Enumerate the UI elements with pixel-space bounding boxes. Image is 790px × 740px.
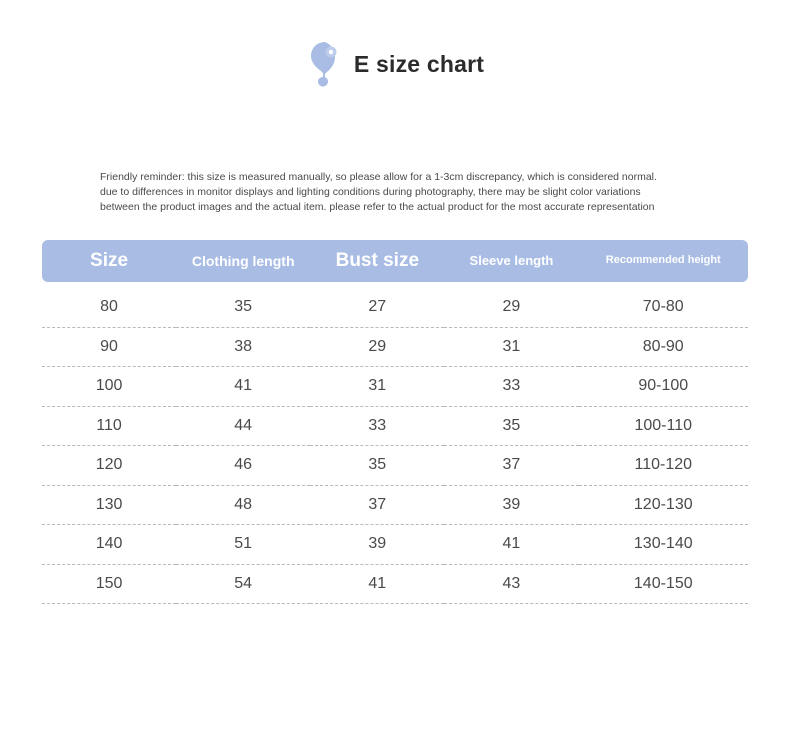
table-row [42,446,748,486]
table-row [42,564,748,604]
cell-clothing-length: 51 [176,525,310,565]
cell-height: 90-100 [579,367,749,407]
cell-clothing-length: 44 [176,406,310,446]
table-row [42,485,748,525]
cell-sleeve: 41 [444,525,578,565]
cell-bust: 35 [310,446,444,486]
size-table-container [42,240,748,604]
column-header-bust-size: Bust size [310,240,444,282]
cell-bust: 31 [310,367,444,407]
cell-size: 90 [42,327,176,367]
size-chart-page [0,40,790,740]
cell-bust: 29 [310,327,444,367]
column-header-clothing-length: Clothing length [176,240,310,282]
reminder-line-3: between the product images and the actual item. please refer to the actual product for the most accurate representation [100,201,655,213]
cell-clothing-length: 38 [176,327,310,367]
friendly-reminder-note [100,170,700,215]
cell-clothing-length: 35 [176,282,310,327]
cell-size: 130 [42,485,176,525]
table-row [42,327,748,367]
cell-sleeve: 39 [444,485,578,525]
cell-bust: 41 [310,564,444,604]
cell-bust: 27 [310,282,444,327]
cell-size: 140 [42,525,176,565]
column-header-recommended-height: Recommended height [579,240,749,282]
cell-clothing-length: 54 [176,564,310,604]
cell-height: 100-110 [579,406,749,446]
column-header-size: Size [42,240,176,282]
table-row [42,282,748,327]
cell-clothing-length: 46 [176,446,310,486]
cell-size: 80 [42,282,176,327]
cell-height: 110-120 [579,446,749,486]
column-header-sleeve-length: Sleeve length [444,240,578,282]
cell-bust: 39 [310,525,444,565]
cell-size: 110 [42,406,176,446]
cell-height: 70-80 [579,282,749,327]
cell-height: 140-150 [579,564,749,604]
table-row [42,367,748,407]
cell-sleeve: 33 [444,367,578,407]
cell-sleeve: 43 [444,564,578,604]
size-table-header [42,240,748,282]
cell-bust: 33 [310,406,444,446]
cell-clothing-length: 41 [176,367,310,407]
cell-bust: 37 [310,485,444,525]
page-title [0,40,790,88]
size-table-body [42,282,748,604]
cell-sleeve: 29 [444,282,578,327]
cell-height: 130-140 [579,525,749,565]
cell-height: 80-90 [579,327,749,367]
cell-size: 120 [42,446,176,486]
cell-sleeve: 31 [444,327,578,367]
table-row [42,525,748,565]
reminder-line-1: Friendly reminder: this size is measured manually, so please allow for a 1-3cm discrepancy, which is considered normal. [100,171,657,183]
balloon-logo-icon [306,40,344,88]
cell-height: 120-130 [579,485,749,525]
table-header-row [42,240,748,282]
size-table [42,240,748,604]
reminder-line-2: due to differences in monitor displays and lighting conditions during photography, there may be slight color variations [100,186,641,198]
page-title-text: E size chart [353,50,485,77]
cell-size: 150 [42,564,176,604]
cell-size: 100 [42,367,176,407]
cell-sleeve: 35 [444,406,578,446]
cell-clothing-length: 48 [176,485,310,525]
cell-sleeve: 37 [444,446,578,486]
table-row [42,406,748,446]
